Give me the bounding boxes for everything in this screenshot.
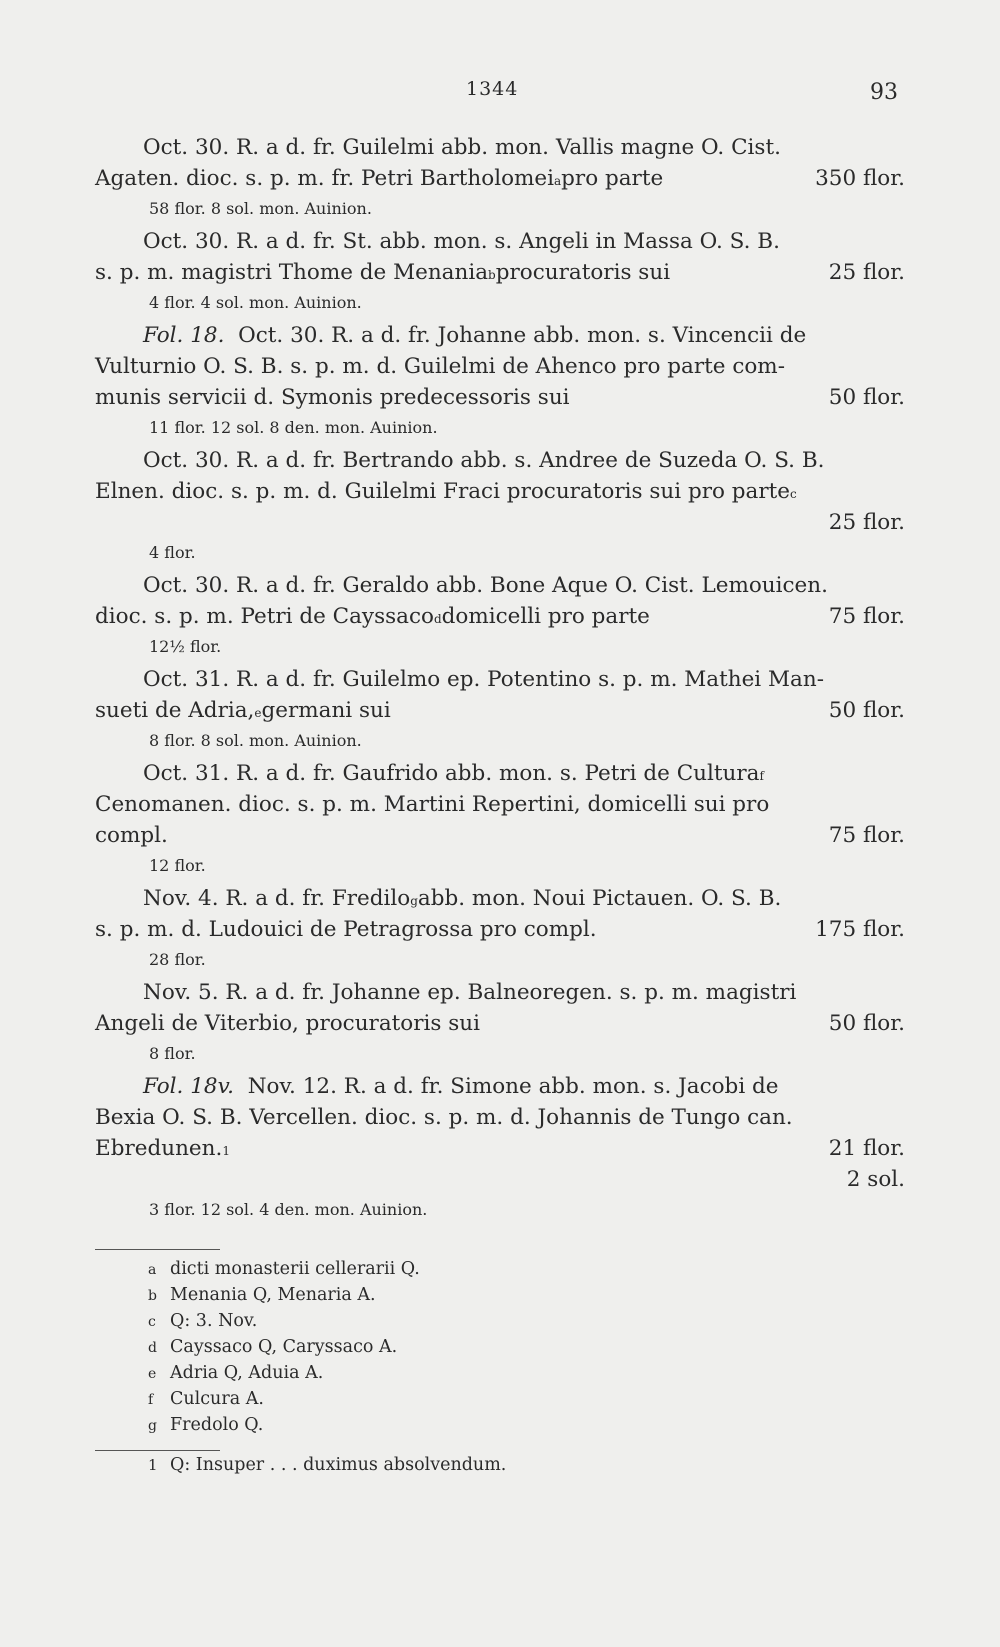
entry-text: Oct. 30. R. a d. fr. Geraldo abb. Bone Aque O. Cist. Lemouicen. [143,573,828,598]
entry-text: domicelli pro parte [441,604,650,629]
entry-text: Agaten. dioc. s. p. m. fr. Petri Bartholomei [95,166,554,191]
payment-detail: 8 flor. 8 sol. mon. Auinion. [149,731,362,750]
entry-line: s. p. m. magistri Thome de Menania b procuratoris sui 25 flor. [95,257,905,288]
entry-line [95,977,905,1008]
amount: 25 flor. [828,510,905,535]
ledger-entry [95,1071,905,1227]
entry-line [95,914,905,945]
entry-line [95,820,905,851]
amount: 50 flor. [828,385,905,410]
ledger-entry [95,320,905,445]
amount: 175 flor. [815,917,905,942]
amount-line [95,507,905,538]
entry-line [95,1071,905,1102]
entry-line [95,1008,905,1039]
textual-note [148,1282,420,1308]
entry-text: procuratoris sui [495,260,671,285]
textual-note [148,1256,420,1282]
payment-detail: 3 flor. 12 sol. 4 den. mon. Auinion. [149,1200,428,1219]
payment-detail: 8 flor. [149,1044,196,1063]
payment-detail: 11 flor. 12 sol. 8 den. mon. Auinion. [149,418,438,437]
entry-line [95,789,905,820]
textual-note [148,1412,420,1438]
entry-text: Nov. 5. R. a d. fr. Johanne ep. Balneoregen. s. p. m. magistri [143,980,797,1005]
textual-notes [148,1256,420,1438]
note-mark: f [148,1392,154,1408]
entry-line: sueti de Adria, e germani sui 50 flor. [95,695,905,726]
entry-line: Nov. 4. R. a d. fr. Fredilo g abb. mon. Noui Pictauen. O. S. B. [95,883,905,914]
amount: 2 sol. [846,1167,905,1192]
entry-text: Oct. 30. R. a d. fr. Johanne abb. mon. s. Vincencii de [238,323,807,348]
entry-text: Oct. 30. R. a d. fr. Guilelmi abb. mon. Vallis magne O. Cist. [143,135,781,160]
entry-line [95,445,905,476]
entry-text: s. p. m. d. Ludouici de Petragrossa pro compl. [95,917,597,942]
amount: 350 flor. [815,166,905,191]
entry-text: pro parte [561,166,664,191]
note-text: Q: 3. Nov. [170,1311,258,1331]
entry-text: Oct. 30. R. a d. fr. Bertrando abb. s. Andree de Suzeda O. S. B. [143,448,825,473]
entry-text: dioc. s. p. m. Petri de Cayssaco [95,604,434,629]
note-mark: d [148,1340,157,1356]
footnote-mark: 1 [148,1456,158,1474]
amount: 50 flor. [828,698,905,723]
entry-line: Agaten. dioc. s. p. m. fr. Petri Bartholomei a pro parte 350 flor. [95,163,905,194]
ledger-entry [95,883,905,977]
entry-line: Ebredunen. 1 21 flor. [95,1133,905,1164]
amount: 50 flor. [828,1011,905,1036]
amount: 75 flor. [828,604,905,629]
footnote-text: Q: Insuper . . . duximus absolvendum. [170,1455,507,1475]
ledger-entry [95,758,905,883]
payment-detail: 12½ flor. [149,637,222,656]
entry-text: Oct. 31. R. a d. fr. Guilelmo ep. Potentino s. p. m. Mathei Man- [143,667,824,692]
amount-line [95,1164,905,1195]
ledger-entry [95,132,905,226]
entry-text: sueti de Adria, [95,698,255,723]
note-text: Fredolo Q. [170,1415,264,1435]
note-mark: b [148,1288,157,1304]
entry-text: Elnen. dioc. s. p. m. d. Guilelmi Fraci procuratoris sui pro parte [95,479,791,504]
entry-line: Elnen. dioc. s. p. m. d. Guilelmi Fraci procuratoris sui pro parte c [95,476,905,507]
entry-text: Ebredunen. [95,1136,223,1161]
textual-note [148,1360,420,1386]
entry-text: Bexia O. S. B. Vercellen. dioc. s. p. m. d. Johannis de Tungo can. [95,1105,793,1130]
footnote-rule [95,1450,220,1451]
payment-detail: 4 flor. [149,543,196,562]
entry-text: germani sui [261,698,391,723]
note-text: Menania Q, Menaria A. [170,1285,376,1305]
note-mark: e [148,1366,157,1382]
ledger-entry [95,226,905,320]
ledger-entries [95,132,905,1227]
folio-ref: Fol. 18. [143,323,225,348]
payment-detail: 58 flor. 8 sol. mon. Auinion. [149,199,372,218]
entry-text: compl. [95,823,168,848]
note-text: Adria Q, Aduia A. [170,1363,324,1383]
folio-ref: Fol. 18v. [143,1074,235,1099]
ledger-entry [95,664,905,758]
entry-line [95,382,905,413]
payment-detail: 28 flor. [149,950,206,969]
entry-text: munis servicii d. Symonis predecessoris sui [95,385,570,410]
note-text: Cayssaco Q, Caryssaco A. [170,1337,398,1357]
note-mark: c [148,1314,156,1330]
header-year: 1344 [466,78,519,100]
entry-text: s. p. m. magistri Thome de Menania [95,260,489,285]
payment-detail: 12 flor. [149,856,206,875]
note-text: Culcura A. [170,1389,264,1409]
entry-text: Cenomanen. dioc. s. p. m. Martini Repertini, domicelli sui pro [95,792,770,817]
amount: 75 flor. [828,823,905,848]
entry-line [95,226,905,257]
entry-line [95,664,905,695]
amount: 25 flor. [828,260,905,285]
entry-line [95,351,905,382]
entry-line [95,1102,905,1133]
textual-note [148,1334,420,1360]
footnote [148,1455,506,1475]
entry-text: Nov. 12. R. a d. fr. Simone abb. mon. s. Jacobi de [247,1074,779,1099]
ledger-entry [95,570,905,664]
entry-text: Nov. 4. R. a d. fr. Fredilo [143,886,411,911]
ledger-entry [95,977,905,1071]
entry-line [95,570,905,601]
note-mark: a [148,1262,157,1278]
entry-line [95,132,905,163]
textual-note [148,1386,420,1412]
entry-text: abb. mon. Noui Pictauen. O. S. B. [417,886,782,911]
entry-line: dioc. s. p. m. Petri de Cayssaco d domicelli pro parte 75 flor. [95,601,905,632]
running-header [0,78,1000,108]
entry-text: Vulturnio O. S. B. s. p. m. d. Guilelmi de Ahenco pro parte com- [95,354,785,379]
page-number: 93 [870,80,898,105]
textual-note [148,1308,420,1334]
entry-line: Oct. 31. R. a d. fr. Gaufrido abb. mon. s. Petri de Cultura f [95,758,905,789]
entry-text: Oct. 31. R. a d. fr. Gaufrido abb. mon. s. Petri de Cultura [143,761,760,786]
entry-text: Oct. 30. R. a d. fr. St. abb. mon. s. Angeli in Massa O. S. B. [143,229,780,254]
ledger-entry [95,445,905,570]
amount: 21 flor. [828,1136,905,1161]
entry-text: Angeli de Viterbio, procuratoris sui [95,1011,481,1036]
note-mark: g [148,1418,157,1434]
note-text: dicti monasterii cellerarii Q. [170,1259,420,1279]
notes-rule [95,1249,220,1250]
payment-detail: 4 flor. 4 sol. mon. Auinion. [149,293,362,312]
entry-line [95,320,905,351]
